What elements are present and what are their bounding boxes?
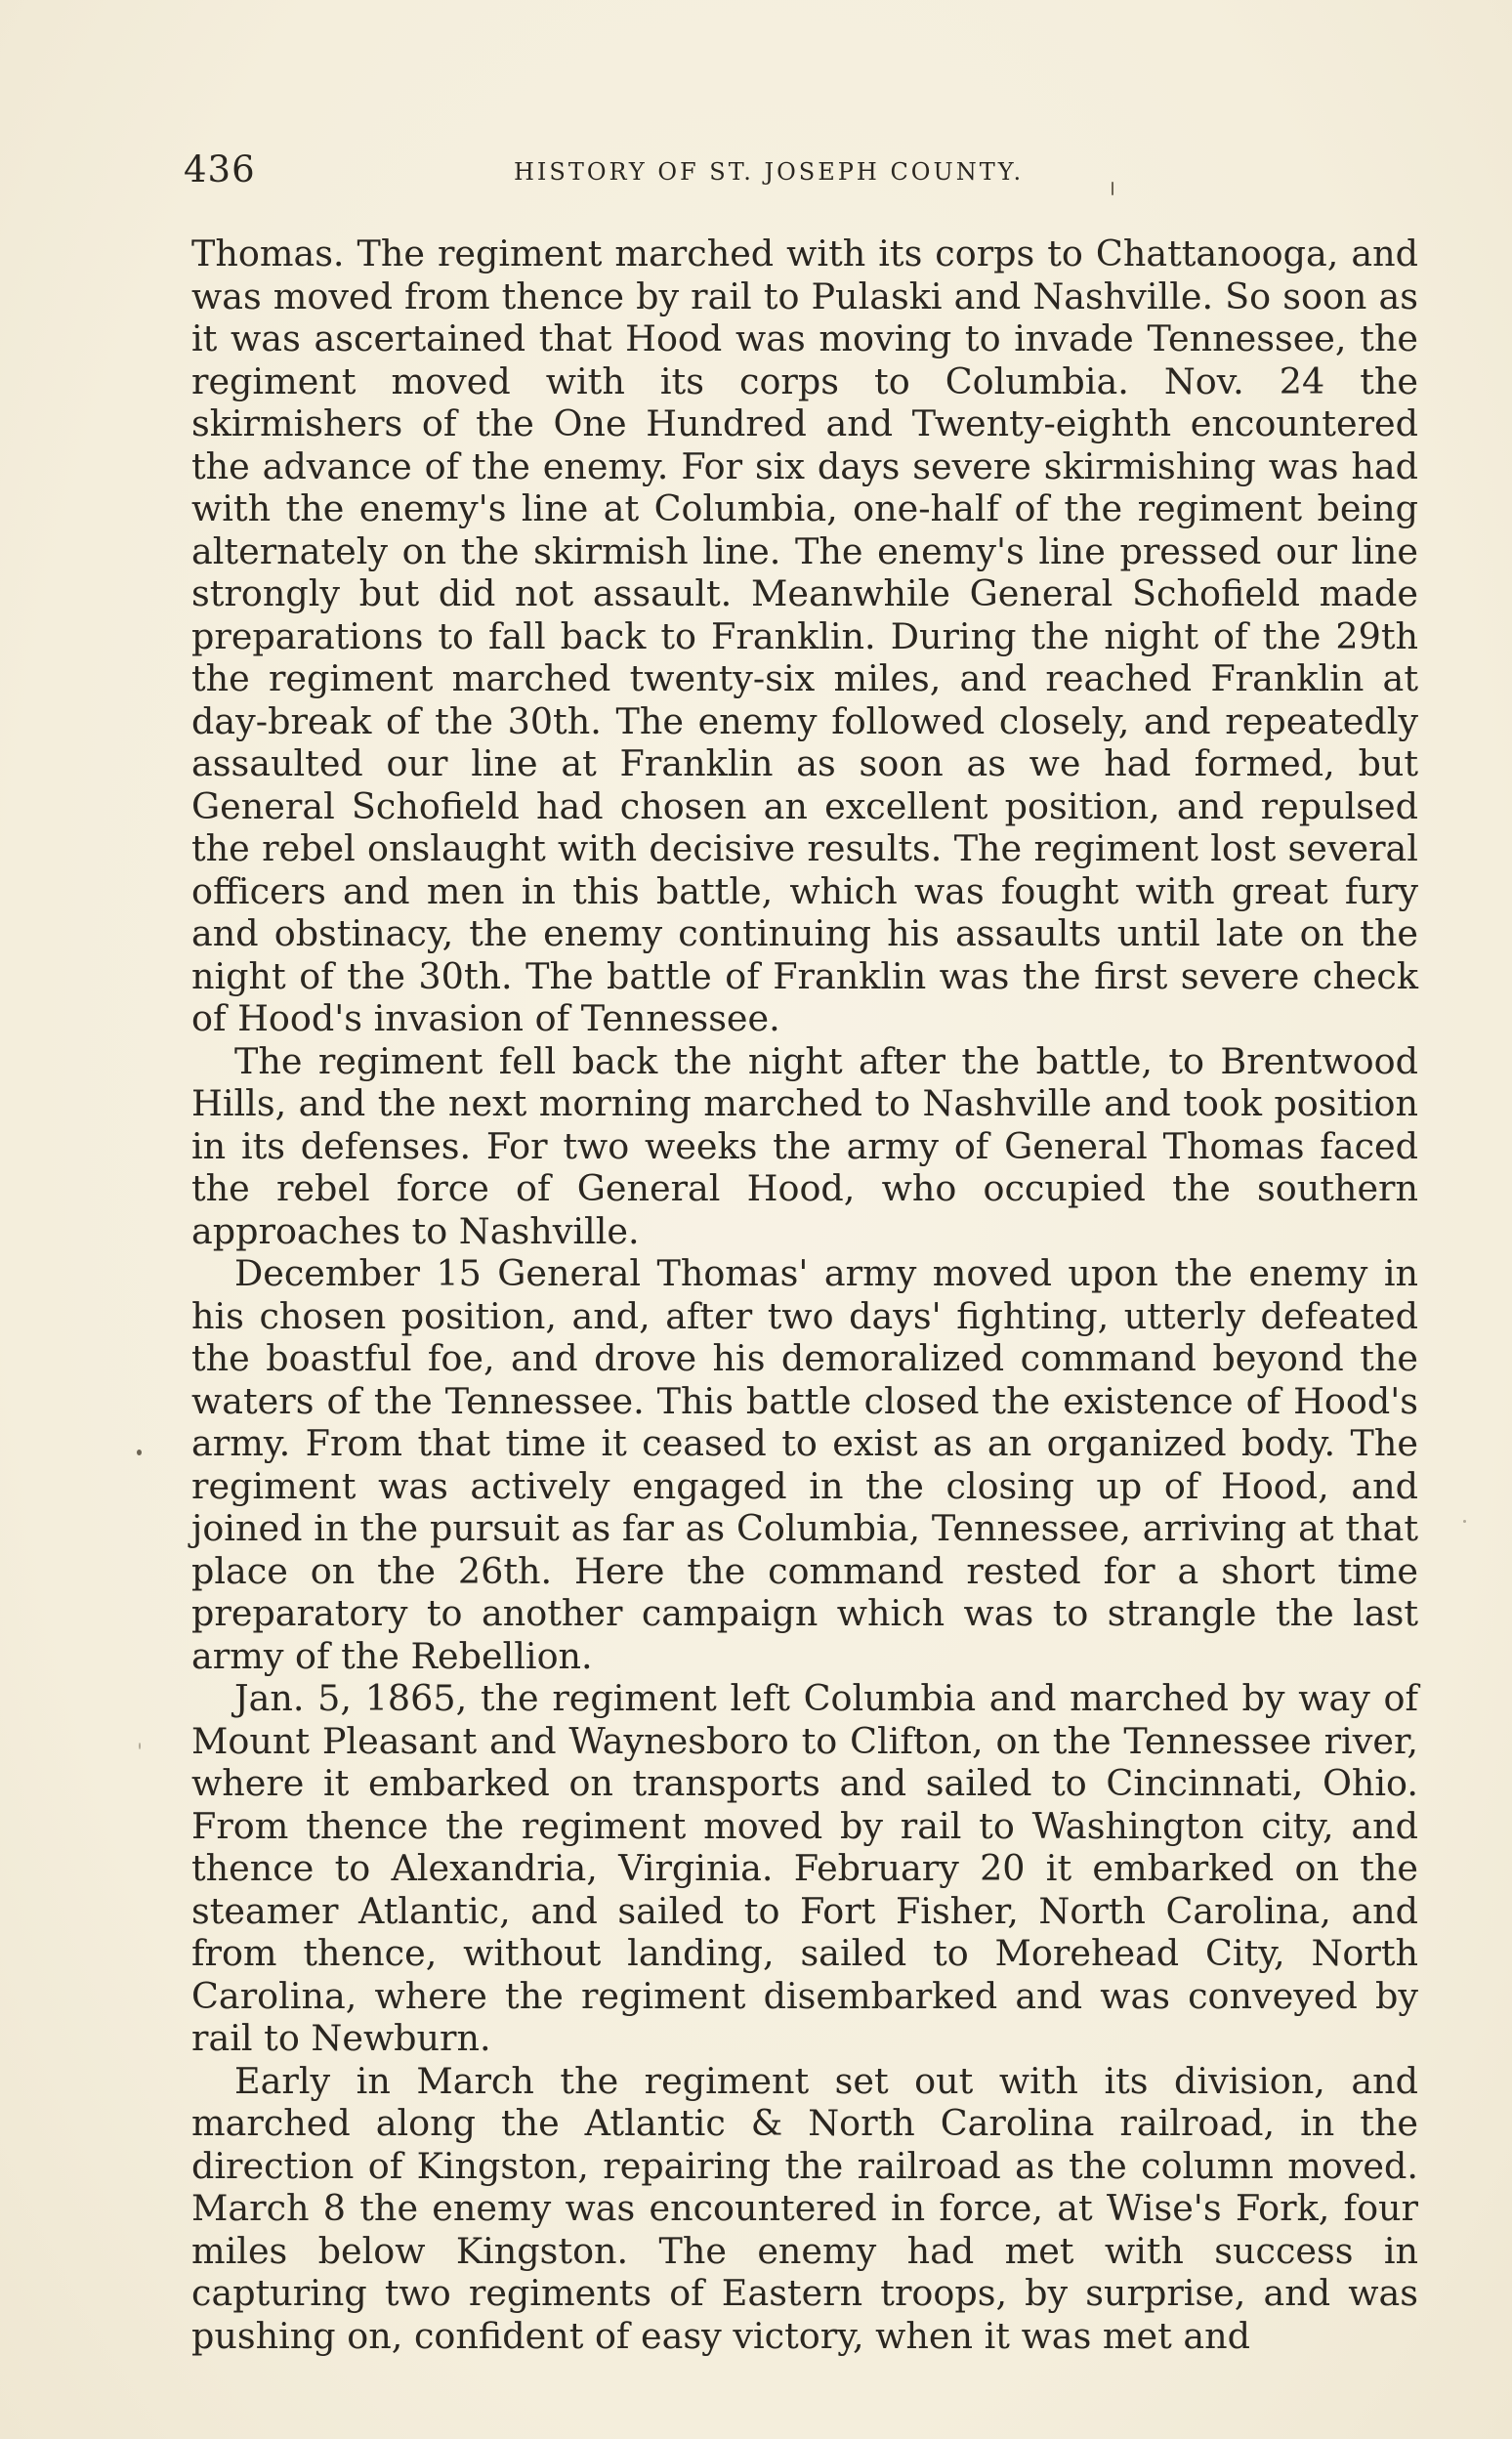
paper-speck (139, 1743, 141, 1749)
running-title: HISTORY OF ST. JOSEPH COUNTY. (514, 158, 1025, 186)
paragraph: Early in March the regiment set out with its division, and marched along the Atlantic & North Carolina railroad, in the direction of Kingston, repairing the railroad as the column moved. March 8 the enemy was encountered in force, at Wise's Fork, four miles below Kingston. The enemy had met with success in capturing two regiments of Eastern troops, by surprise, and was pushing on, confident of easy victory, when it was met and (191, 2059, 1418, 2357)
paragraph: The regiment fell back the night after the battle, to Brentwood Hills, and the next morning marched to Nashville and took position in its defenses. For two weeks the army of General Thomas faced the rebel force of General Hood, who occupied the southern approaches to Nashville. (191, 1039, 1418, 1252)
paper-speck (1112, 182, 1113, 195)
paper-speck (1463, 1520, 1466, 1523)
page-number: 436 (184, 148, 256, 190)
paper-speck (137, 1450, 142, 1455)
paragraph: Thomas. The regiment marched with its corps to Chattanooga, and was moved from thence by rail to Pulaski and Nashville. So soon as it was ascertained that Hood was moving to invade Tennessee, the regiment moved with its corps to Columbia. Nov. 24 the skirmishers of the One Hundred and Twenty-eighth encountered the advance of the enemy. For six days severe skirmishing was had with the enemy's line at Columbia, one-half of the regiment being alternately on the skirmish line. The enemy's line pressed our line strongly but did not assault. Meanwhile General Schofield made preparations to fall back to Franklin. During the night of the 29th the regiment marched twenty-six miles, and reached Franklin at day-break of the 30th. The enemy followed closely, and repeatedly assaulted our line at Franklin as soon as we had formed, but General Schofield had chosen an excellent position, and repulsed the rebel onslaught with decisive results. The regiment lost several officers and men in this battle, which was fought with great fury and obstinacy, the enemy continuing his assaults until late on the night of the 30th. The battle of Franklin was the first severe check of Hood's invasion of Tennessee. (191, 232, 1418, 1039)
paragraph: December 15 General Thomas' army moved upon the enemy in his chosen position, and, after two days' fighting, utterly defeated the boastful foe, and drove his demoralized command beyond the waters of the Tennessee. This battle closed the existence of Hood's army. From that time it ceased to exist as an organized body. The regiment was actively engaged in the closing up of Hood, and joined in the pursuit as far as Columbia, Tennessee, arriving at that place on the 26th. Here the command rested for a short time preparatory to another campaign which was to strangle the last army of the Rebellion. (191, 1252, 1418, 1677)
paragraph: Jan. 5, 1865, the regiment left Columbia and marched by way of Mount Pleasant and Waynesboro to Clifton, on the Tennessee river, where it embarked on transports and sailed to Cincinnati, Ohio. From thence the regiment moved by rail to Washington city, and thence to Alexandria, Virginia. February 20 it embarked on the steamer Atlantic, and sailed to Fort Fisher, North Carolina, and from thence, without landing, sailed to Morehead City, North Carolina, where the regiment disembarked and was conveyed by rail to Newburn. (191, 1677, 1418, 2059)
body-text (191, 232, 1418, 2357)
page-header (184, 148, 1424, 197)
